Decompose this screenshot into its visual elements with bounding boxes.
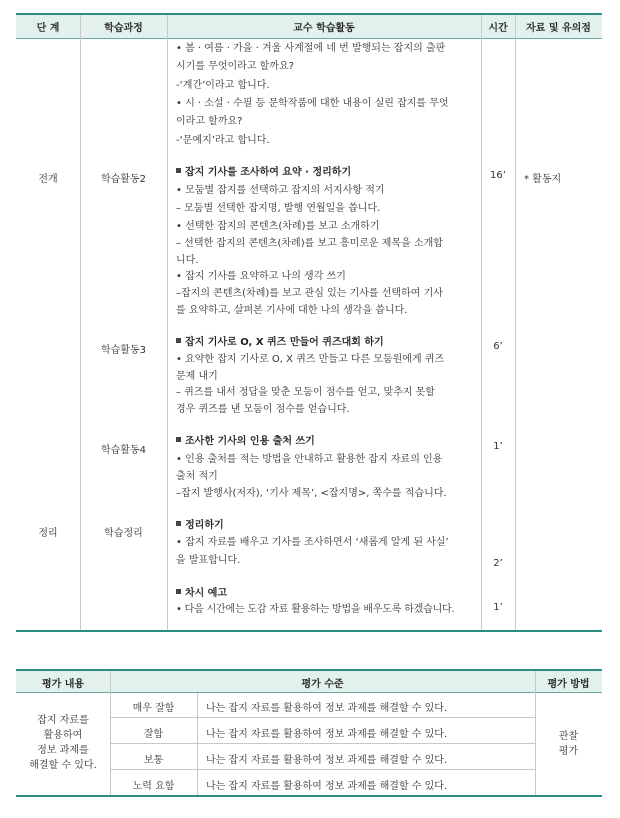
eval-level-desc: 나는 잡지 자료를 활용하여 정보 과제를 해결할 수 있다. bbox=[206, 703, 448, 714]
eval-top-rule bbox=[16, 669, 602, 671]
eval-row-rule bbox=[110, 769, 535, 770]
eval-header-level: 평가 수준 bbox=[301, 679, 344, 690]
header-time: 시간 bbox=[488, 23, 508, 34]
section-heading-wrapup: 정리하기 bbox=[176, 519, 224, 533]
header-stage: 단 계 bbox=[36, 23, 60, 34]
header-process: 학습과정 bbox=[104, 23, 143, 34]
eval-row-rule bbox=[110, 743, 535, 744]
column-divider bbox=[167, 15, 168, 630]
activity-line: -‘계간’이라고 합니다. bbox=[176, 80, 270, 91]
lesson-table-bottom-rule bbox=[16, 630, 602, 632]
time-act4: 1’ bbox=[493, 441, 503, 452]
column-divider bbox=[481, 15, 482, 630]
time-act3: 6’ bbox=[493, 341, 503, 352]
activity-line: • 선택한 잡지의 콘텐츠(차례)를 보고 소개하기 bbox=[176, 221, 380, 232]
note-worksheet: * 활동지 bbox=[524, 174, 562, 185]
section-heading-citation: 조사한 기사의 인용 출처 쓰기 bbox=[176, 435, 315, 449]
activity-line: • 다음 시간에는 도감 자료 활용하는 방법을 배우도록 하겠습니다. bbox=[176, 604, 455, 615]
eval-content: 잡지 자료를 활용하여 정보 과제를 해결할 수 있다. bbox=[29, 715, 97, 771]
process-act4: 학습활동4 bbox=[100, 445, 146, 456]
eval-level-desc: 나는 잡지 자료를 활용하여 정보 과제를 해결할 수 있다. bbox=[206, 781, 448, 792]
eval-header-method: 평가 방법 bbox=[547, 679, 590, 690]
square-bullet-icon bbox=[176, 521, 181, 526]
column-divider bbox=[515, 15, 516, 630]
activity-line: • 인용 출처를 적는 방법을 안내하고 활용한 잡지 자료의 인용 bbox=[176, 454, 443, 465]
square-bullet-icon bbox=[176, 437, 181, 442]
activity-line: • 요약한 잡지 기사로 O, X 퀴즈 만들고 다른 모둠원에게 퀴즈 bbox=[176, 354, 445, 365]
activity-line: –잡지 발행사(저자), ‘기사 제목’, <잡지명>, 쪽수를 적습니다. bbox=[176, 488, 447, 499]
activity-line: -‘문예지’라고 합니다. bbox=[176, 135, 270, 146]
activity-line: –잡지의 콘텐츠(차례)를 보고 관심 있는 기사를 선택하여 기사 bbox=[176, 288, 443, 299]
activity-line: 문제 내기 bbox=[176, 371, 218, 382]
activity-line: • 봄 · 여름 · 가을 · 겨울 사계절에 네 번 발행되는 잡지의 출판 bbox=[176, 43, 446, 54]
eval-level-label: 매우 잘함 bbox=[132, 703, 175, 714]
activity-line: 출처 적기 bbox=[176, 471, 218, 482]
activity-line: 니다. bbox=[176, 255, 199, 266]
eval-method: 관찰 평가 bbox=[558, 731, 579, 757]
eval-level-desc: 나는 잡지 자료를 활용하여 정보 과제를 해결할 수 있다. bbox=[206, 755, 448, 766]
eval-row-rule bbox=[110, 717, 535, 718]
eval-header-rule bbox=[16, 692, 602, 693]
eval-level-label: 노력 요함 bbox=[132, 781, 175, 792]
time-preview: 1’ bbox=[493, 602, 503, 613]
header-activity: 교수 학습활동 bbox=[293, 23, 355, 34]
activity-line: • 잡지 기사를 요약하고 나의 생각 쓰기 bbox=[176, 271, 346, 282]
time-act2: 16’ bbox=[490, 170, 506, 181]
activity-line: • 시 · 소설 · 수필 등 문학작품에 대한 내용이 실린 잡지를 무엇 bbox=[176, 98, 449, 109]
process-act2: 학습활동2 bbox=[100, 174, 146, 185]
header-notes: 자료 및 유의점 bbox=[526, 23, 591, 34]
section-heading-summarize: 잡지 기사를 조사하여 요약 · 정리하기 bbox=[176, 166, 351, 180]
process-act3: 학습활동3 bbox=[100, 345, 146, 356]
activity-line: • 모둠별 잡지를 선택하고 잡지의 서지사항 적기 bbox=[176, 185, 385, 196]
stage-wrapup: 정리 bbox=[38, 528, 58, 539]
eval-bottom-rule bbox=[16, 795, 602, 797]
activity-line: – 선택한 잡지의 콘텐츠(차례)를 보고 흥미로운 제목을 소개합 bbox=[176, 238, 443, 249]
eval-level-label: 보통 bbox=[143, 755, 164, 766]
process-wrap: 학습정리 bbox=[104, 528, 143, 539]
eval-level-label: 잘함 bbox=[143, 729, 164, 740]
activity-line: 을 발표합니다. bbox=[176, 555, 241, 566]
activity-line: 이라고 할까요? bbox=[176, 116, 243, 127]
time-wrap: 2’ bbox=[493, 558, 503, 569]
activity-line: 를 요약하고, 살펴본 기사에 대한 나의 생각을 씁니다. bbox=[176, 305, 408, 316]
stage-develop: 전개 bbox=[38, 174, 58, 185]
square-bullet-icon bbox=[176, 589, 181, 594]
activity-line: – 퀴즈를 내서 정답을 맞춘 모둠이 점수를 얻고, 맞추지 못할 bbox=[176, 387, 435, 398]
section-heading-preview: 차시 예고 bbox=[176, 587, 227, 601]
section-heading-quiz: 잡지 기사로 O, X 퀴즈 만들어 퀴즈대회 하기 bbox=[176, 336, 384, 350]
eval-column-divider bbox=[197, 693, 198, 795]
activity-line: • 잡지 자료를 배우고 기사를 조사하면서 ‘새롭게 알게 된 사실’ bbox=[176, 537, 449, 548]
eval-header-content: 평가 내용 bbox=[41, 679, 85, 690]
eval-level-desc: 나는 잡지 자료를 활용하여 정보 과제를 해결할 수 있다. bbox=[206, 729, 448, 740]
square-bullet-icon bbox=[176, 168, 181, 173]
activity-line: 경우 퀴즈를 낸 모둠이 점수를 얻습니다. bbox=[176, 404, 350, 415]
square-bullet-icon bbox=[176, 338, 181, 343]
activity-line: – 모둠별 선택한 잡지명, 발행 연월일을 씁니다. bbox=[176, 203, 381, 214]
activity-line: 시기를 무엇이라고 할까요? bbox=[176, 61, 294, 72]
